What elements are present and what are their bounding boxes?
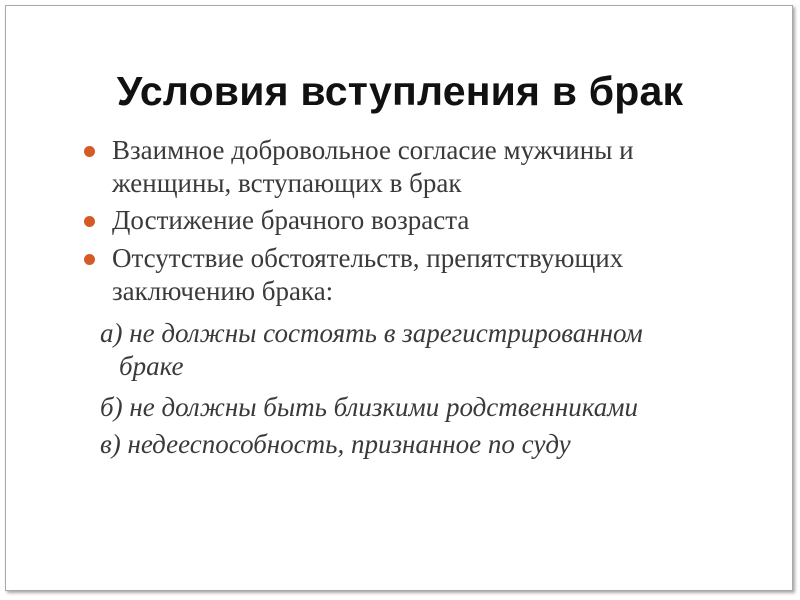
bullet-text-line: Взаимное добровольное согласие мужчины и	[112, 135, 634, 165]
bullet-dot-icon	[84, 254, 95, 265]
bullet-item-obstacles	[84, 242, 734, 308]
sub-item-b	[100, 391, 740, 424]
sub-item-text: а) не должны состоять в зарегистрированном	[100, 318, 643, 348]
sub-item-text: б) не должны быть близкими родственниками	[100, 392, 638, 422]
slide	[5, 5, 793, 591]
slide-title: Условия вступления в брак	[116, 68, 684, 114]
bullet-dot-icon	[84, 216, 95, 227]
bullet-text-line: Отсутствие обстоятельств, препятствующих	[112, 243, 624, 273]
sub-item-text: браке	[119, 351, 184, 381]
sub-item-text: в) недееспособность, признанное по суду	[100, 429, 571, 459]
sub-item-c	[100, 428, 740, 461]
bullet-text-line: Достижение брачного возраста	[112, 205, 470, 235]
bullet-dot-icon	[84, 146, 95, 157]
bullet-item-consent	[84, 134, 734, 200]
bullet-text-line: заключению брака:	[112, 276, 334, 306]
sub-item-a	[100, 317, 740, 383]
bullet-item-age	[84, 204, 734, 237]
bullet-text-line: женщины, вступающих в брак	[112, 168, 462, 198]
